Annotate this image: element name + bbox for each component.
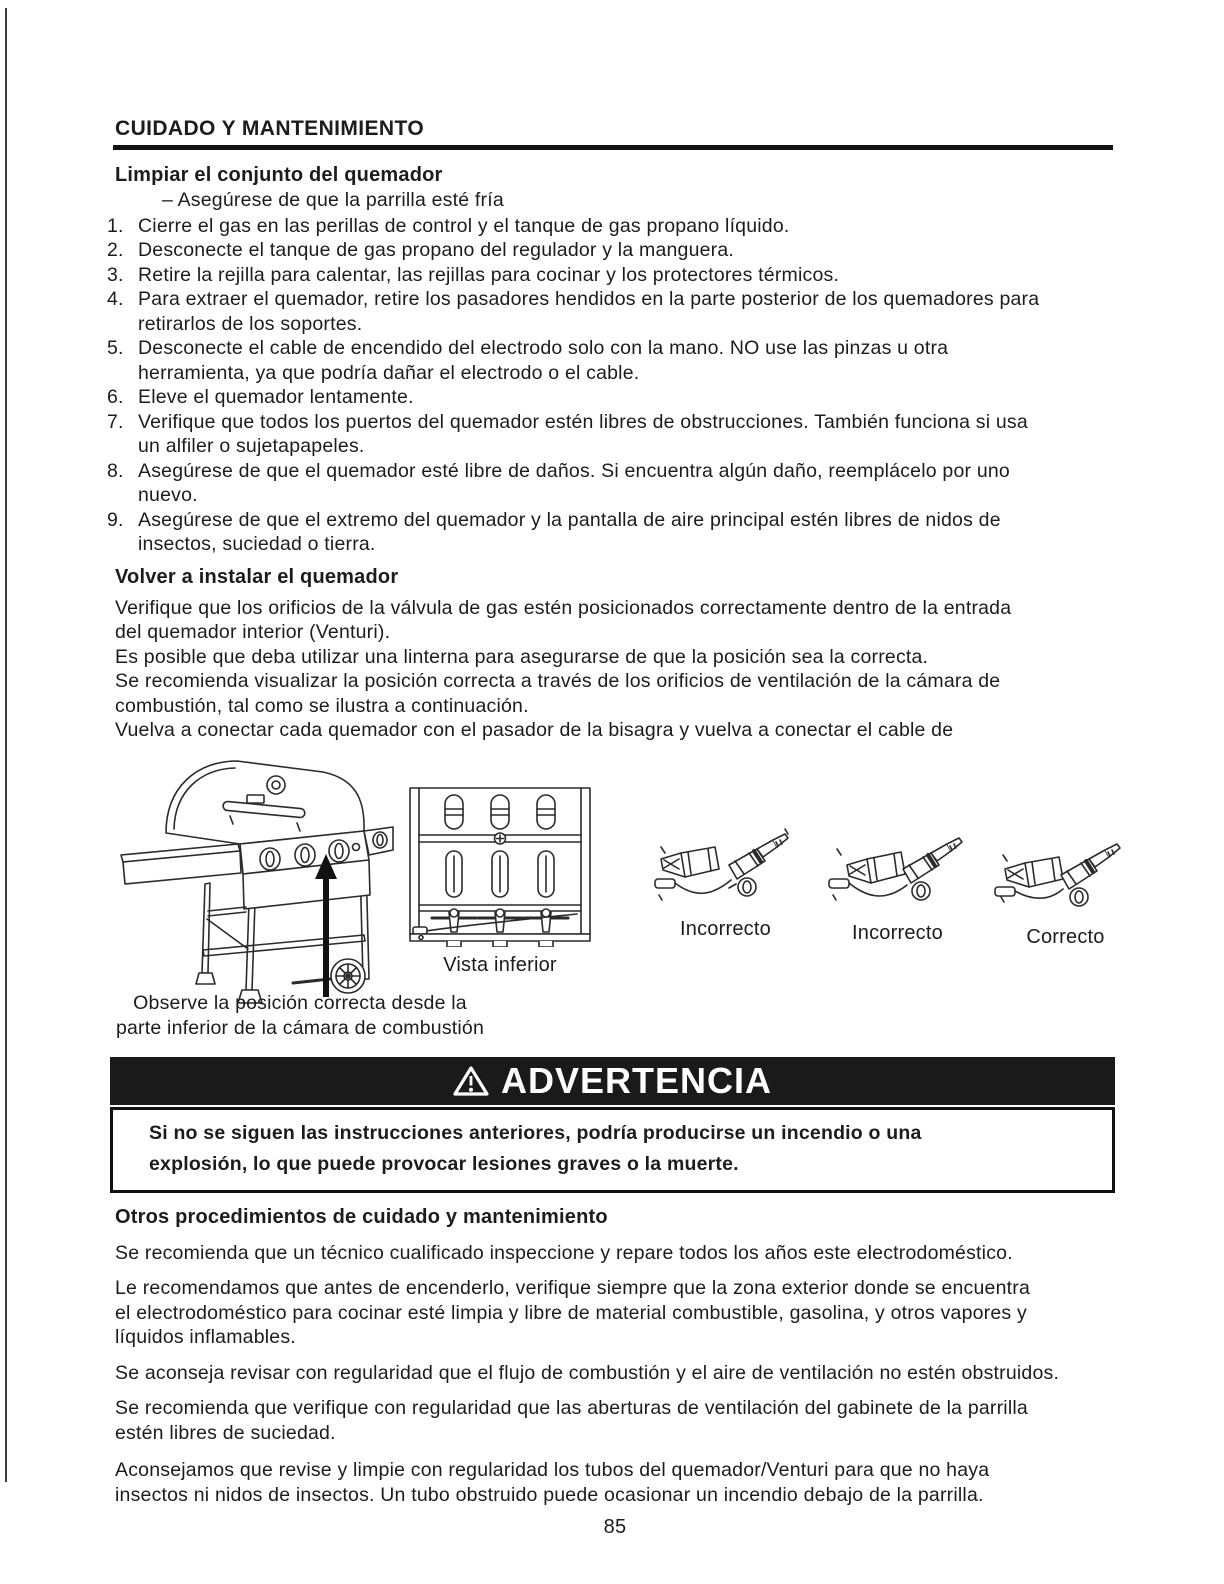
caption-line: Observe la posición correcta desde la <box>133 991 467 1014</box>
list-number: 8. <box>107 459 124 482</box>
observe-caption <box>99 991 501 1041</box>
warning-triangle-icon <box>453 1065 489 1097</box>
list-text: Desconecte el tanque de gas propano del regulador y la manguera. <box>138 239 735 261</box>
cleaning-steps-list <box>107 214 1115 557</box>
paragraph <box>115 1458 1115 1507</box>
connection-label: Correcto <box>1026 925 1105 948</box>
list-item <box>107 508 1115 557</box>
caption-line: parte inferior de la cámara de combustión <box>115 1016 485 1039</box>
list-text: nuevo. <box>138 484 198 506</box>
connection-figure-incorrect-1 <box>643 823 808 942</box>
paragraph-line: insectos ni nidos de insectos. Un tubo obstruido puede ocasionar un incendio debajo de la parrilla. <box>115 1483 984 1506</box>
warning-header-bar <box>110 1057 1115 1105</box>
reinstall-paragraph <box>115 596 1115 743</box>
warning-text-line: Si no se siguen las instrucciones anteriores, podría producirse un incendio o una <box>149 1121 922 1144</box>
connection-label: Incorrecto <box>852 921 943 944</box>
grill-line-art <box>121 761 393 1003</box>
list-text: Retire la rejilla para calentar, las rejillas para cocinar y los protectores térmicos. <box>138 263 840 286</box>
connection-label: Incorrecto <box>680 917 771 940</box>
paragraph-line: Verifique que los orificios de la válvula de gas estén posicionados correctamente dentro de la entrada <box>115 596 1012 619</box>
paragraph-line: el electrodoméstico para cocinar esté limpia y libre de material combustible, gasolina, y otros vapores y <box>115 1301 1027 1324</box>
list-text: Desconecte el cable de encendido del electrodo solo con la mano. NO use las pinzas u otra <box>138 337 949 359</box>
list-number: 1. <box>107 214 124 237</box>
subsection-heading-reinstall-burner: Volver a instalar el quemador <box>115 565 399 588</box>
paragraph-line: estén libres de suciedad. <box>115 1421 336 1444</box>
connection-figure-correct <box>983 831 1148 950</box>
list-text: herramienta, ya que podría dañar el electrodo o el cable. <box>138 361 640 384</box>
clean-burner-subnote: – Asegúrese de que la parrilla esté fría <box>162 189 504 211</box>
subsection-heading-other-procedures: Otros procedimientos de cuidado y mantenimiento <box>115 1205 608 1228</box>
warning-title: ADVERTENCIA <box>500 1059 772 1101</box>
list-item <box>107 263 1115 288</box>
list-number: 3. <box>107 263 124 286</box>
list-item <box>107 336 1115 385</box>
list-text: Cierre el gas en las perillas de control y el tanque de gas propano líquido. <box>138 214 790 237</box>
paragraph-line: combustión, tal como se ilustra a continuación. <box>115 694 529 717</box>
list-item <box>107 214 1115 239</box>
list-number: 5. <box>107 337 124 359</box>
list-number: 2. <box>107 239 124 261</box>
scan-edge-line <box>5 8 7 1482</box>
list-item <box>107 410 1115 459</box>
paragraph-line: Se recomienda que verifique con regularidad que las aberturas de ventilación del gabinete de la parrilla <box>115 1397 1028 1419</box>
bottom-view-figure <box>407 785 593 978</box>
list-text: Asegúrese de que el quemador esté libre de daños. Si encuentra algún daño, reemplácelo por uno <box>138 459 1010 482</box>
paragraph-line: Se aconseja revisar con regularidad que el flujo de combustión y el aire de ventilación no estén obstruidos. <box>115 1361 1060 1384</box>
paragraph <box>115 1361 1115 1386</box>
paragraph-line: Le recomendamos que antes de encenderlo, verifique siempre que la zona exterior donde se encuentra <box>115 1277 1031 1299</box>
list-item <box>107 238 1115 263</box>
list-item <box>107 287 1115 336</box>
list-number: 7. <box>107 410 124 433</box>
paragraph <box>115 1396 1115 1445</box>
list-text: Para extraer el quemador, retire los pasadores hendidos en la parte posterior de los quemadores para <box>138 288 1040 310</box>
list-item <box>107 385 1115 410</box>
page-content <box>107 116 1115 1540</box>
warning-box <box>110 1057 1115 1193</box>
list-text: un alfiler o sujetapapeles. <box>138 435 365 457</box>
paragraph-line: del quemador interior (Venturi). <box>115 621 391 643</box>
paragraph <box>115 1241 1115 1266</box>
paragraph <box>115 1276 1115 1350</box>
figure-row <box>115 747 1115 1049</box>
title-rule <box>113 145 1113 150</box>
list-text: Verifique que todos los puertos del quemador estén libres de obstrucciones. También funciona si usa <box>138 410 1028 433</box>
connection-figure-incorrect-2 <box>815 827 980 946</box>
burner-connection-illustration <box>651 823 801 915</box>
bottom-view-illustration <box>407 785 593 947</box>
list-number: 4. <box>107 288 124 310</box>
list-text: retirarlos de los soportes. <box>138 312 363 335</box>
warning-body <box>110 1107 1115 1193</box>
list-number: 6. <box>107 386 124 408</box>
subsection-heading-clean-burner: Limpiar el conjunto del quemador <box>115 164 443 186</box>
list-text: Asegúrese de que el extremo del quemador y la pantalla de aire principal estén libres de nidos de <box>138 508 1001 531</box>
paragraph-line: líquidos inflamables. <box>115 1326 296 1348</box>
burner-connection-illustration <box>991 831 1141 923</box>
paragraph-line: Vuelva a conectar cada quemador con el pasador de la bisagra y vuelva a conectar el cable de <box>115 719 954 741</box>
paragraph-line: Se recomienda visualizar la posición correcta a través de los orificios de ventilación de la cámara de <box>115 670 1001 692</box>
grill-illustration <box>113 743 395 1009</box>
bottom-view-caption: Vista inferior <box>443 953 557 976</box>
list-text: insectos, suciedad o tierra. <box>138 533 376 555</box>
warning-text-line: explosión, lo que puede provocar lesiones graves o la muerte. <box>149 1152 739 1175</box>
paragraph-line: Es posible que deba utilizar una linterna para asegurarse de que la posición sea la correcta. <box>115 645 929 668</box>
page-number: 85 <box>603 1516 627 1538</box>
paragraph-line: Se recomienda que un técnico cualificado inspeccione y repare todos los años este electrodoméstico. <box>115 1241 1013 1264</box>
paragraph-line: Aconsejamos que revise y limpie con regularidad los tubos del quemador/Venturi para que no haya <box>115 1459 990 1481</box>
section-title: CUIDADO Y MANTENIMIENTO <box>115 117 425 140</box>
burner-connection-illustration <box>823 827 973 919</box>
list-item <box>107 459 1115 508</box>
list-number: 9. <box>107 508 124 531</box>
list-text: Eleve el quemador lentamente. <box>138 386 414 408</box>
